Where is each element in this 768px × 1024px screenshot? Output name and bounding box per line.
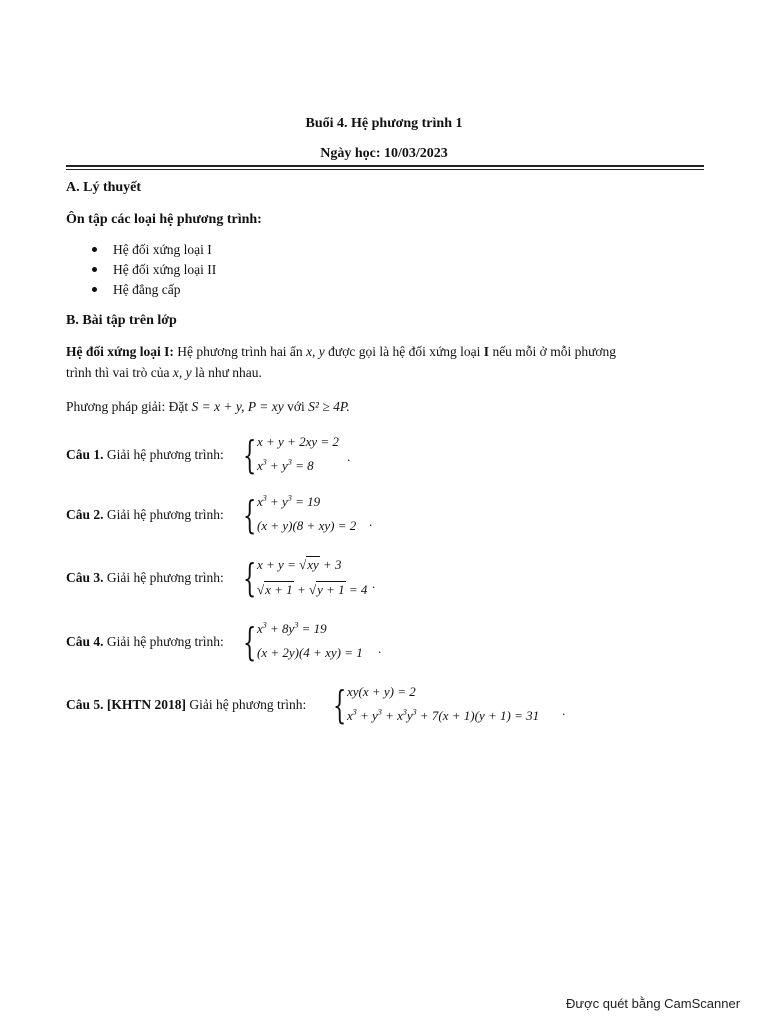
bullet-icon	[92, 267, 97, 272]
problem-4: Câu 4. Giải hệ phương trình:	[66, 634, 224, 649]
equation-4b: (x + 2y)(4 + xy) = 1	[257, 645, 363, 660]
equation-3b: √x + 1 + √y + 1 = 4	[257, 582, 368, 597]
period: .	[369, 514, 373, 529]
period: .	[562, 703, 566, 718]
equation-1b: $x^3 + y^3 = 8$	[257, 457, 314, 473]
list-item: Hệ đối xứng loại I	[92, 242, 212, 258]
method-line: Phương pháp giải: Đặt S = x + y, P = xy với S² ≥ 4P.	[66, 399, 350, 414]
camscanner-watermark: Được quét bằng CamScanner	[566, 996, 741, 1011]
list-item: Hệ đẳng cấp	[92, 282, 180, 298]
list-item: Hệ đối xứng loại II	[92, 262, 216, 278]
page-title: Buổi 4. Hệ phương trình 1	[305, 116, 463, 131]
problem-5: Câu 5. [KHTN 2018] Giải hệ phương trình:	[66, 697, 307, 712]
equation-5a: xy(x + y) = 2	[347, 684, 416, 699]
equation-2b: (x + y)(8 + xy) = 2	[257, 518, 357, 533]
problem-3: Câu 3. Giải hệ phương trình:	[66, 570, 224, 585]
equation-2a: $x^3 + y^3 = 19$	[257, 493, 321, 509]
section-a-subheading: Ôn tập các loại hệ phương trình:	[66, 212, 262, 227]
definition-line-2: trình thì vai trò của x, y là như nhau.	[66, 365, 262, 380]
header-rule-thick	[66, 165, 704, 167]
equation-4a: $x^3 + 8y^3 = 19$	[257, 620, 327, 636]
header-rule-thin	[66, 169, 704, 170]
period: .	[347, 449, 351, 464]
period: .	[378, 641, 382, 656]
brace-icon: {	[333, 683, 347, 727]
bullet-icon	[92, 287, 97, 292]
period: .	[372, 576, 376, 591]
brace-icon: {	[243, 433, 257, 477]
section-a-heading: A. Lý thuyết	[66, 180, 142, 195]
definition-line-1: Hệ đối xứng loại I: Hệ phương trình hai ẩn x, y được gọi là hệ đối xứng loại I nếu mỗi ở mỗi phương	[66, 344, 617, 359]
lesson-date: Ngày học: 10/03/2023	[320, 146, 448, 161]
brace-icon: {	[243, 620, 257, 664]
section-b-heading: B. Bài tập trên lớp	[66, 313, 177, 328]
brace-icon: {	[243, 493, 257, 537]
equation-1a: x + y + 2xy = 2	[257, 434, 339, 449]
problem-2: Câu 2. Giải hệ phương trình:	[66, 507, 224, 522]
brace-icon: {	[243, 556, 257, 600]
bullet-icon	[92, 247, 97, 252]
equation-5b: $x^3 + y^3 + x^3y^3 + 7(x + 1)(y + 1) = 31$	[347, 707, 540, 723]
equation-3a: x + y = √xy + 3	[257, 557, 342, 572]
problem-1: Câu 1. Giải hệ phương trình:	[66, 447, 224, 462]
